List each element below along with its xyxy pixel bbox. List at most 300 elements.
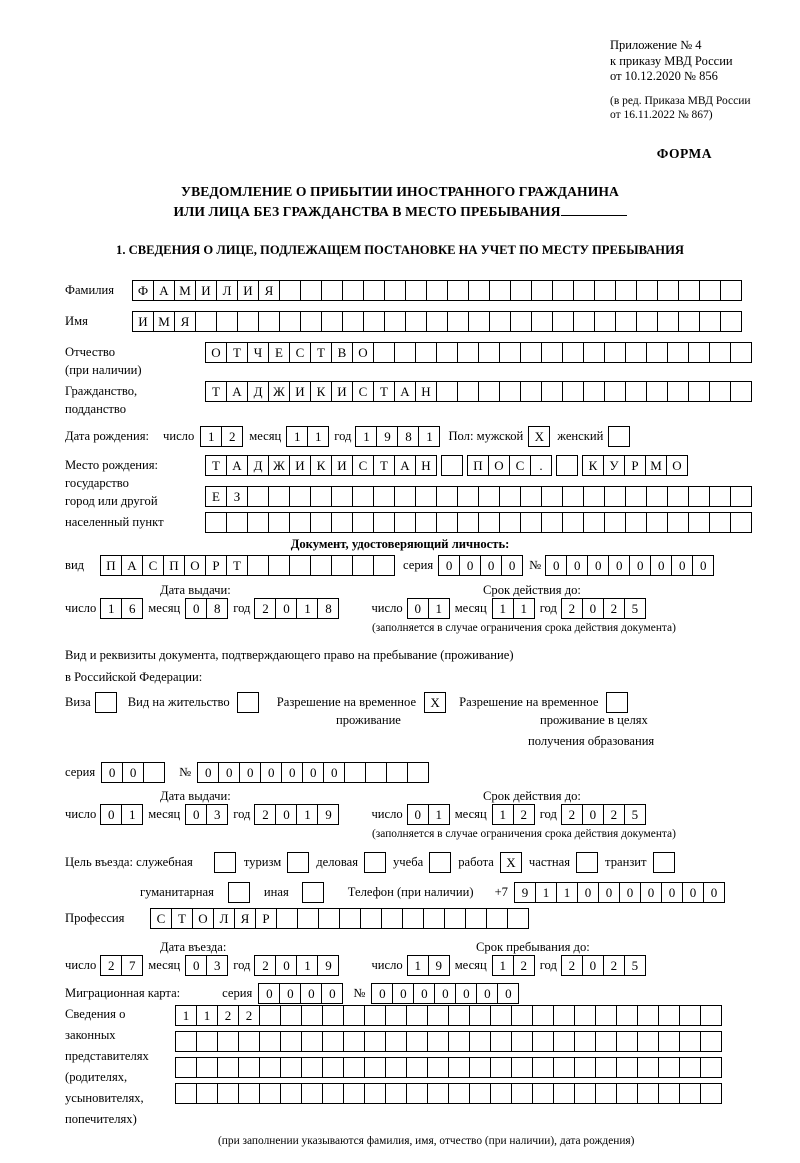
cell[interactable] [310, 486, 332, 507]
cell[interactable]: Н [415, 455, 437, 476]
cell[interactable]: Т [310, 342, 332, 363]
doc-series-input[interactable] [438, 555, 523, 576]
cell[interactable] [699, 280, 721, 301]
cell[interactable]: А [121, 555, 143, 576]
cell[interactable] [532, 1083, 554, 1104]
cell[interactable]: 3 [206, 955, 228, 976]
cell[interactable] [562, 342, 584, 363]
cell[interactable]: 2 [513, 955, 535, 976]
cell[interactable] [615, 280, 637, 301]
legal-rep-input-3[interactable] [175, 1057, 722, 1078]
cell[interactable]: И [289, 455, 311, 476]
cell[interactable] [595, 1057, 617, 1078]
cell[interactable]: Я [258, 280, 280, 301]
cell[interactable]: 2 [221, 426, 243, 447]
doc-issue-year-input[interactable] [254, 598, 339, 619]
cell[interactable] [427, 1031, 449, 1052]
cell[interactable]: 1 [556, 882, 578, 903]
cell[interactable]: 1 [286, 426, 308, 447]
citizenship-input[interactable] [205, 381, 752, 402]
cell[interactable]: А [394, 455, 416, 476]
cell[interactable] [552, 280, 574, 301]
doc-kind-input[interactable] [100, 555, 395, 576]
cell[interactable]: 9 [428, 955, 450, 976]
cell[interactable] [532, 1057, 554, 1078]
cell[interactable] [352, 486, 374, 507]
cell[interactable] [427, 1083, 449, 1104]
cell[interactable] [279, 280, 301, 301]
cell[interactable] [406, 1083, 428, 1104]
cell[interactable]: 0 [480, 555, 502, 576]
cell[interactable] [405, 311, 427, 332]
cell[interactable] [490, 1031, 512, 1052]
cell[interactable] [541, 381, 563, 402]
cell[interactable] [394, 342, 416, 363]
cell[interactable]: 1 [296, 598, 318, 619]
cell[interactable] [730, 342, 752, 363]
cell[interactable]: . [530, 455, 552, 476]
cell[interactable] [604, 381, 626, 402]
birthplace-input-3[interactable] [205, 512, 752, 533]
cell[interactable] [373, 486, 395, 507]
cell[interactable]: 0 [407, 804, 429, 825]
cell[interactable]: Т [373, 381, 395, 402]
cell[interactable] [574, 1005, 596, 1026]
cell[interactable] [637, 1057, 659, 1078]
entry-year-input[interactable] [254, 955, 339, 976]
cell[interactable] [562, 512, 584, 533]
cell[interactable] [321, 280, 343, 301]
cell[interactable] [436, 342, 458, 363]
cell[interactable] [343, 1031, 365, 1052]
cell[interactable] [322, 1031, 344, 1052]
cell[interactable] [318, 908, 340, 929]
cell[interactable]: 0 [497, 983, 519, 1004]
cell[interactable]: 0 [582, 955, 604, 976]
cell[interactable]: 0 [101, 762, 123, 783]
cell[interactable]: 0 [587, 555, 609, 576]
name-input[interactable] [132, 311, 742, 332]
cell[interactable]: А [153, 280, 175, 301]
cell[interactable] [595, 1031, 617, 1052]
cell[interactable]: Р [205, 555, 227, 576]
cell[interactable]: 0 [321, 983, 343, 1004]
cell[interactable] [499, 381, 521, 402]
cell[interactable]: Н [415, 381, 437, 402]
cell[interactable]: Е [205, 486, 227, 507]
permit-valid-day-input[interactable] [407, 804, 450, 825]
cell[interactable]: 2 [561, 598, 583, 619]
cell[interactable] [247, 512, 269, 533]
birth-year-input[interactable] [355, 426, 440, 447]
cell[interactable] [583, 486, 605, 507]
cell[interactable] [289, 512, 311, 533]
cell[interactable]: 1 [296, 804, 318, 825]
cell[interactable]: 0 [239, 762, 261, 783]
cell[interactable]: О [192, 908, 214, 929]
cell[interactable] [604, 342, 626, 363]
cell[interactable]: К [582, 455, 604, 476]
migration-number-input[interactable] [371, 983, 519, 1004]
cell[interactable]: 2 [254, 598, 276, 619]
cell[interactable]: Д [247, 381, 269, 402]
cell[interactable]: З [226, 486, 248, 507]
cell[interactable] [384, 311, 406, 332]
cell[interactable]: Т [226, 342, 248, 363]
cell[interactable] [520, 342, 542, 363]
cell[interactable]: 8 [317, 598, 339, 619]
cell[interactable] [616, 1083, 638, 1104]
cell[interactable] [385, 1031, 407, 1052]
cell[interactable]: 2 [254, 955, 276, 976]
cell[interactable] [373, 512, 395, 533]
cell[interactable]: 2 [238, 1005, 260, 1026]
cell[interactable] [637, 1005, 659, 1026]
cell[interactable]: Ч [247, 342, 269, 363]
cell[interactable]: 2 [254, 804, 276, 825]
cell[interactable] [238, 1057, 260, 1078]
cell[interactable]: 1 [428, 804, 450, 825]
cell[interactable] [342, 280, 364, 301]
cell[interactable] [688, 512, 710, 533]
cell[interactable]: 9 [376, 426, 398, 447]
cell[interactable] [301, 1005, 323, 1026]
cell[interactable] [469, 1005, 491, 1026]
cell[interactable]: М [645, 455, 667, 476]
cell[interactable] [457, 381, 479, 402]
cell[interactable] [709, 342, 731, 363]
cell[interactable] [364, 1083, 386, 1104]
cell[interactable]: С [289, 342, 311, 363]
cell[interactable]: М [174, 280, 196, 301]
cell[interactable] [289, 555, 311, 576]
cell[interactable]: 6 [121, 598, 143, 619]
cell[interactable] [238, 1031, 260, 1052]
cell[interactable]: 0 [185, 955, 207, 976]
cell[interactable] [625, 512, 647, 533]
cell[interactable] [237, 311, 259, 332]
cell[interactable] [175, 1031, 197, 1052]
cell[interactable] [339, 908, 361, 929]
cell[interactable] [520, 486, 542, 507]
cell[interactable] [616, 1057, 638, 1078]
cell[interactable]: 0 [598, 882, 620, 903]
birthplace-input-1[interactable] [205, 455, 688, 476]
cell[interactable] [574, 1083, 596, 1104]
doc-issue-month-input[interactable] [185, 598, 228, 619]
doc-valid-year-input[interactable] [561, 598, 646, 619]
cell[interactable] [259, 1083, 281, 1104]
cell[interactable] [615, 311, 637, 332]
cell[interactable] [448, 1005, 470, 1026]
cell[interactable] [426, 280, 448, 301]
cell[interactable] [143, 762, 165, 783]
cell[interactable] [637, 1031, 659, 1052]
cell[interactable] [730, 486, 752, 507]
permit-issue-year-input[interactable] [254, 804, 339, 825]
cell[interactable]: 2 [561, 955, 583, 976]
cell[interactable]: 1 [407, 955, 429, 976]
cell[interactable] [300, 311, 322, 332]
cell[interactable]: 0 [275, 955, 297, 976]
cell[interactable] [657, 280, 679, 301]
cell[interactable]: 2 [561, 804, 583, 825]
cell[interactable] [457, 342, 479, 363]
cell[interactable]: 0 [434, 983, 456, 1004]
cell[interactable] [406, 1031, 428, 1052]
cell[interactable] [678, 280, 700, 301]
cell[interactable] [447, 311, 469, 332]
cell[interactable] [406, 1005, 428, 1026]
cell[interactable]: 2 [603, 598, 625, 619]
cell[interactable] [700, 1031, 722, 1052]
cell[interactable] [511, 1031, 533, 1052]
cell[interactable] [297, 908, 319, 929]
doc-number-input[interactable] [545, 555, 714, 576]
cell[interactable]: 0 [407, 598, 429, 619]
cell[interactable] [465, 908, 487, 929]
cell[interactable]: Т [205, 455, 227, 476]
cell[interactable] [520, 512, 542, 533]
cell[interactable]: 1 [428, 598, 450, 619]
cell[interactable] [646, 381, 668, 402]
stay-day-input[interactable] [407, 955, 450, 976]
cell[interactable] [658, 1083, 680, 1104]
cell[interactable] [562, 381, 584, 402]
cell[interactable] [490, 1083, 512, 1104]
cell[interactable]: 0 [619, 882, 641, 903]
cell[interactable] [226, 512, 248, 533]
surname-input[interactable] [132, 280, 742, 301]
cell[interactable] [322, 1057, 344, 1078]
phone-input[interactable] [514, 882, 725, 903]
cell[interactable] [300, 280, 322, 301]
cell[interactable] [700, 1057, 722, 1078]
cell[interactable] [510, 311, 532, 332]
cell[interactable]: 0 [197, 762, 219, 783]
cell[interactable] [381, 908, 403, 929]
cell[interactable]: 5 [624, 955, 646, 976]
cell[interactable] [646, 512, 668, 533]
cell[interactable] [507, 908, 529, 929]
cell[interactable]: И [195, 280, 217, 301]
cell[interactable] [625, 342, 647, 363]
cell[interactable] [532, 1031, 554, 1052]
birth-month-input[interactable] [286, 426, 329, 447]
cell[interactable] [636, 311, 658, 332]
cell[interactable]: С [352, 455, 374, 476]
cell[interactable] [541, 512, 563, 533]
cell[interactable] [658, 1057, 680, 1078]
cell[interactable] [594, 280, 616, 301]
doc-valid-day-input[interactable] [407, 598, 450, 619]
cell[interactable] [667, 342, 689, 363]
cell[interactable]: Т [226, 555, 248, 576]
cell[interactable]: Д [247, 455, 269, 476]
cell[interactable] [595, 1005, 617, 1026]
cell[interactable]: 0 [650, 555, 672, 576]
cell[interactable]: 1 [513, 598, 535, 619]
cell[interactable] [457, 512, 479, 533]
cell[interactable]: С [352, 381, 374, 402]
cell[interactable]: В [331, 342, 353, 363]
cell[interactable]: П [100, 555, 122, 576]
cell[interactable] [352, 512, 374, 533]
cell[interactable] [360, 908, 382, 929]
cell[interactable] [531, 311, 553, 332]
cell[interactable] [486, 908, 508, 929]
cell[interactable]: 0 [122, 762, 144, 783]
birthplace-input-2[interactable] [205, 486, 752, 507]
purpose-transit-checkbox[interactable] [653, 852, 675, 873]
cell[interactable] [448, 1083, 470, 1104]
cell[interactable]: 0 [281, 762, 303, 783]
cell[interactable] [427, 1057, 449, 1078]
purpose-business-checkbox[interactable] [364, 852, 386, 873]
cell[interactable]: 0 [703, 882, 725, 903]
legal-rep-input-2[interactable] [175, 1031, 722, 1052]
cell[interactable]: 0 [455, 983, 477, 1004]
cell[interactable] [279, 311, 301, 332]
cell[interactable] [679, 1031, 701, 1052]
cell[interactable]: 1 [355, 426, 377, 447]
cell[interactable] [301, 1083, 323, 1104]
cell[interactable] [688, 342, 710, 363]
cell[interactable] [490, 1005, 512, 1026]
cell[interactable]: А [394, 381, 416, 402]
cell[interactable]: 0 [682, 882, 704, 903]
cell[interactable] [322, 1005, 344, 1026]
cell[interactable]: 1 [492, 804, 514, 825]
cell[interactable]: Р [255, 908, 277, 929]
cell[interactable]: 2 [603, 955, 625, 976]
cell[interactable]: Ж [268, 455, 290, 476]
cell[interactable] [331, 486, 353, 507]
cell[interactable] [436, 486, 458, 507]
cell[interactable]: И [237, 280, 259, 301]
cell[interactable] [709, 486, 731, 507]
cell[interactable] [667, 512, 689, 533]
cell[interactable]: 0 [671, 555, 693, 576]
cell[interactable] [352, 555, 374, 576]
legal-rep-input-1[interactable] [175, 1005, 722, 1026]
cell[interactable] [247, 555, 269, 576]
cell[interactable] [616, 1031, 638, 1052]
cell[interactable] [268, 486, 290, 507]
cell[interactable]: 0 [392, 983, 414, 1004]
cell[interactable]: 0 [501, 555, 523, 576]
cell[interactable]: 0 [185, 804, 207, 825]
cell[interactable] [678, 311, 700, 332]
cell[interactable]: 1 [196, 1005, 218, 1026]
cell[interactable]: 5 [624, 598, 646, 619]
cell[interactable] [394, 512, 416, 533]
visa-checkbox[interactable] [95, 692, 117, 713]
cell[interactable] [511, 1005, 533, 1026]
cell[interactable] [406, 1057, 428, 1078]
cell[interactable] [373, 555, 395, 576]
cell[interactable] [700, 1083, 722, 1104]
cell[interactable]: 0 [302, 762, 324, 783]
cell[interactable] [447, 280, 469, 301]
cell[interactable] [667, 486, 689, 507]
cell[interactable]: 1 [492, 955, 514, 976]
cell[interactable] [531, 280, 553, 301]
cell[interactable]: 1 [175, 1005, 197, 1026]
permit-issue-day-input[interactable] [100, 804, 143, 825]
legal-rep-input-4[interactable] [175, 1083, 722, 1104]
patronymic-input[interactable] [205, 342, 752, 363]
cell[interactable] [280, 1083, 302, 1104]
cell[interactable] [289, 486, 311, 507]
cell[interactable] [195, 311, 217, 332]
cell[interactable] [679, 1057, 701, 1078]
cell[interactable] [343, 1057, 365, 1078]
cell[interactable] [331, 512, 353, 533]
cell[interactable] [343, 1083, 365, 1104]
cell[interactable]: 0 [545, 555, 567, 576]
cell[interactable] [365, 762, 387, 783]
cell[interactable]: 0 [608, 555, 630, 576]
cell[interactable]: К [310, 455, 332, 476]
purpose-other-checkbox[interactable] [302, 882, 324, 903]
cell[interactable] [720, 280, 742, 301]
cell[interactable]: 2 [217, 1005, 239, 1026]
cell[interactable]: 0 [100, 804, 122, 825]
cell[interactable]: 0 [582, 804, 604, 825]
cell[interactable] [217, 1031, 239, 1052]
cell[interactable] [364, 1057, 386, 1078]
purpose-study-checkbox[interactable] [429, 852, 451, 873]
cell[interactable] [541, 486, 563, 507]
permit-number-input[interactable] [197, 762, 429, 783]
cell[interactable] [343, 1005, 365, 1026]
cell[interactable]: 2 [603, 804, 625, 825]
cell[interactable] [384, 280, 406, 301]
cell[interactable] [301, 1031, 323, 1052]
cell[interactable] [415, 342, 437, 363]
cell[interactable] [386, 762, 408, 783]
cell[interactable] [385, 1005, 407, 1026]
cell[interactable]: 5 [624, 804, 646, 825]
purpose-work-checkbox[interactable]: Х [500, 852, 522, 873]
cell[interactable]: Е [268, 342, 290, 363]
purpose-tourism-checkbox[interactable] [287, 852, 309, 873]
birth-day-input[interactable] [200, 426, 243, 447]
cell[interactable]: О [205, 342, 227, 363]
cell[interactable] [625, 486, 647, 507]
cell[interactable]: Ж [268, 381, 290, 402]
entry-month-input[interactable] [185, 955, 228, 976]
cell[interactable]: 9 [317, 955, 339, 976]
cell[interactable]: С [150, 908, 172, 929]
cell[interactable] [688, 381, 710, 402]
cell[interactable] [658, 1031, 680, 1052]
cell[interactable] [520, 381, 542, 402]
cell[interactable] [415, 486, 437, 507]
cell[interactable]: Я [234, 908, 256, 929]
cell[interactable] [259, 1005, 281, 1026]
profession-input[interactable] [150, 908, 529, 929]
cell[interactable]: О [666, 455, 688, 476]
cell[interactable] [448, 1031, 470, 1052]
cell[interactable] [658, 1005, 680, 1026]
purpose-humanitarian-checkbox[interactable] [228, 882, 250, 903]
cell[interactable]: А [226, 455, 248, 476]
cell[interactable] [259, 1031, 281, 1052]
cell[interactable] [331, 555, 353, 576]
cell[interactable] [196, 1083, 218, 1104]
